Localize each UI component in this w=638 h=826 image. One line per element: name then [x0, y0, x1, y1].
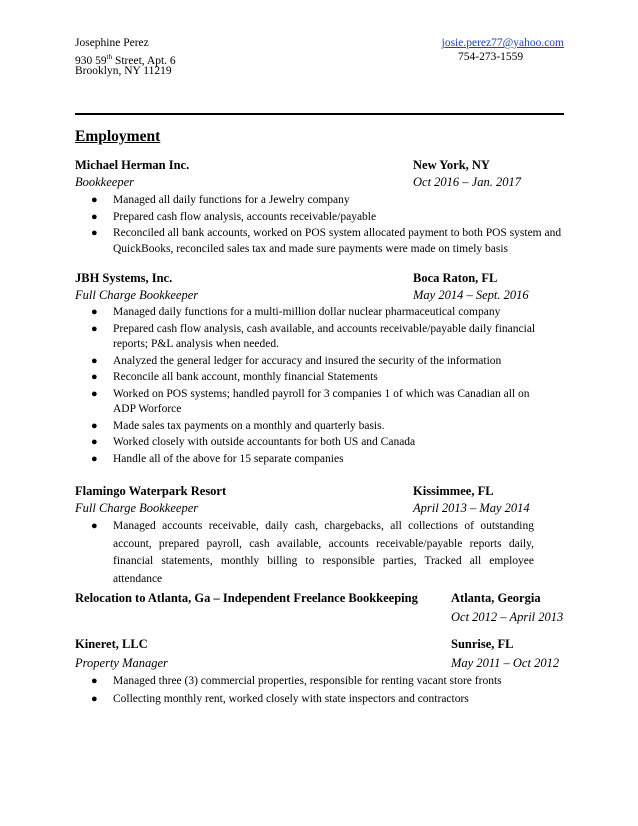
job-bullets [75, 305, 564, 467]
bullet-text: Managed all daily functions for a Jewelry company [113, 194, 350, 206]
job-company: Kineret, LLC [75, 637, 148, 651]
job-bullets [75, 673, 564, 708]
contact-address-line2: Brooklyn, NY 11219 [75, 65, 172, 77]
bullet-text: Reconciled all bank accounts, worked on POS system allocated payment to both POS system and QuickBooks, reconciled sales tax and made sure payments were made on timely basis [113, 227, 562, 255]
bullet-icon: ● [91, 452, 98, 465]
bullet-icon: ● [91, 371, 98, 383]
contact-email-link[interactable]: josie.perez77@yahoo.com [441, 37, 564, 49]
contact-phone: 754-273-1559 [458, 51, 524, 63]
bullet-icon: ● [91, 675, 98, 687]
bullet-icon: ● [91, 419, 98, 432]
address-ordinal: th [106, 53, 113, 61]
job-company: Flamingo Waterpark Resort [75, 484, 227, 498]
job-title: Property Manager [75, 656, 168, 670]
job-company: JBH Systems, Inc. [75, 271, 173, 285]
list-item [75, 210, 564, 226]
job-title-row [75, 609, 564, 626]
header-divider [75, 113, 564, 115]
bullet-text: Worked closely with outside accountants for both US and Canada [113, 436, 416, 448]
job-company-row [75, 270, 564, 287]
job-company-row [75, 590, 564, 607]
bullet-icon: ● [91, 520, 98, 532]
job-location: Sunrise, FL [451, 637, 514, 651]
address-number: 930 59 [75, 54, 107, 67]
bullet-text: Managed daily functions for a multi-million dollar nuclear pharmaceutical company [113, 306, 501, 318]
job-location: Kissimmee, FL [413, 484, 494, 498]
bullet-text: Worked on POS systems; handled payroll for 3 companies 1 of which was Canadian all on ADP Worforce [113, 387, 530, 415]
job-title-row [75, 174, 564, 191]
list-item [75, 370, 564, 386]
job-title-row [75, 287, 564, 304]
list-item [75, 193, 564, 209]
job-entry [75, 270, 564, 468]
job-bullets [75, 193, 564, 257]
job-location: New York, NY [413, 158, 490, 172]
bullet-text: Reconcile all bank account, monthly financial Statements [113, 371, 378, 383]
address-street: Street, Apt. 6 [112, 54, 176, 67]
job-dates: Oct 2012 – April 2013 [451, 610, 564, 624]
bullet-icon: ● [91, 322, 98, 335]
bullet-icon: ● [91, 354, 98, 367]
bullet-text: Collecting monthly rent, worked closely with state inspectors and contractors [113, 693, 469, 705]
job-company: Relocation to Atlanta, Ga – Independent Freelance Bookkeeping [75, 591, 418, 605]
contact-name: Josephine Perez [75, 37, 149, 49]
job-entry [75, 157, 564, 258]
bullet-text: Analyzed the general ledger for accuracy and insured the security of the information [113, 354, 502, 367]
bullet-text: Managed accounts receivable, daily cash, chargebacks, all collections of outstanding account, prepared payroll, cash available, accounts receivable/payable reports daily, financial statements, monthly billing to responsible parties, Tracked all employee attendance [113, 520, 534, 585]
job-title: Full Charge Bookkeeper [75, 288, 199, 302]
bullet-text: Prepared cash flow analysis, cash available, and accounts receivable/payable daily financial reports; P&L analysis when needed. [113, 322, 536, 350]
bullet-icon: ● [91, 227, 98, 239]
list-item [75, 673, 564, 690]
job-entry [75, 590, 564, 626]
job-dates: May 2011 – Oct 2012 [451, 656, 560, 670]
job-company-row [75, 483, 564, 500]
list-item [75, 452, 564, 468]
list-item [75, 518, 534, 588]
list-item [75, 354, 564, 370]
job-company-row [75, 157, 564, 174]
job-bullets [75, 518, 564, 588]
job-entry [75, 636, 564, 709]
bullet-icon: ● [91, 306, 98, 318]
bullet-text: Made sales tax payments on a monthly and quarterly basis. [113, 419, 385, 432]
bullet-text: Prepared cash flow analysis, accounts receivable/payable [113, 210, 377, 223]
bullet-icon: ● [91, 436, 98, 448]
list-item [75, 387, 564, 418]
section-title-employment: Employment [75, 128, 161, 145]
bullet-icon: ● [91, 693, 98, 705]
job-title-row [75, 500, 564, 517]
job-company-row [75, 636, 564, 653]
bullet-text: Managed three (3) commercial properties, responsible for renting vacant store fronts [113, 675, 502, 687]
list-item [75, 691, 564, 708]
bullet-icon: ● [91, 387, 98, 400]
bullet-icon: ● [91, 210, 98, 223]
job-location: Boca Raton, FL [413, 271, 498, 285]
list-item [75, 305, 564, 321]
bullet-icon: ● [91, 194, 98, 206]
job-dates: May 2014 – Sept. 2016 [413, 288, 529, 302]
job-dates: April 2013 – May 2014 [413, 501, 530, 515]
list-item [75, 322, 564, 353]
job-company: Michael Herman Inc. [75, 158, 190, 172]
job-title: Full Charge Bookkeeper [75, 501, 199, 515]
list-item [75, 435, 564, 451]
list-item [75, 419, 564, 435]
job-dates: Oct 2016 – Jan. 2017 [413, 175, 521, 189]
job-entry [75, 483, 564, 589]
list-item [75, 226, 564, 257]
bullet-text: Handle all of the above for 15 separate companies [113, 452, 344, 465]
job-location: Atlanta, Georgia [451, 591, 541, 605]
job-title-row [75, 655, 564, 672]
job-title: Bookkeeper [75, 175, 134, 189]
